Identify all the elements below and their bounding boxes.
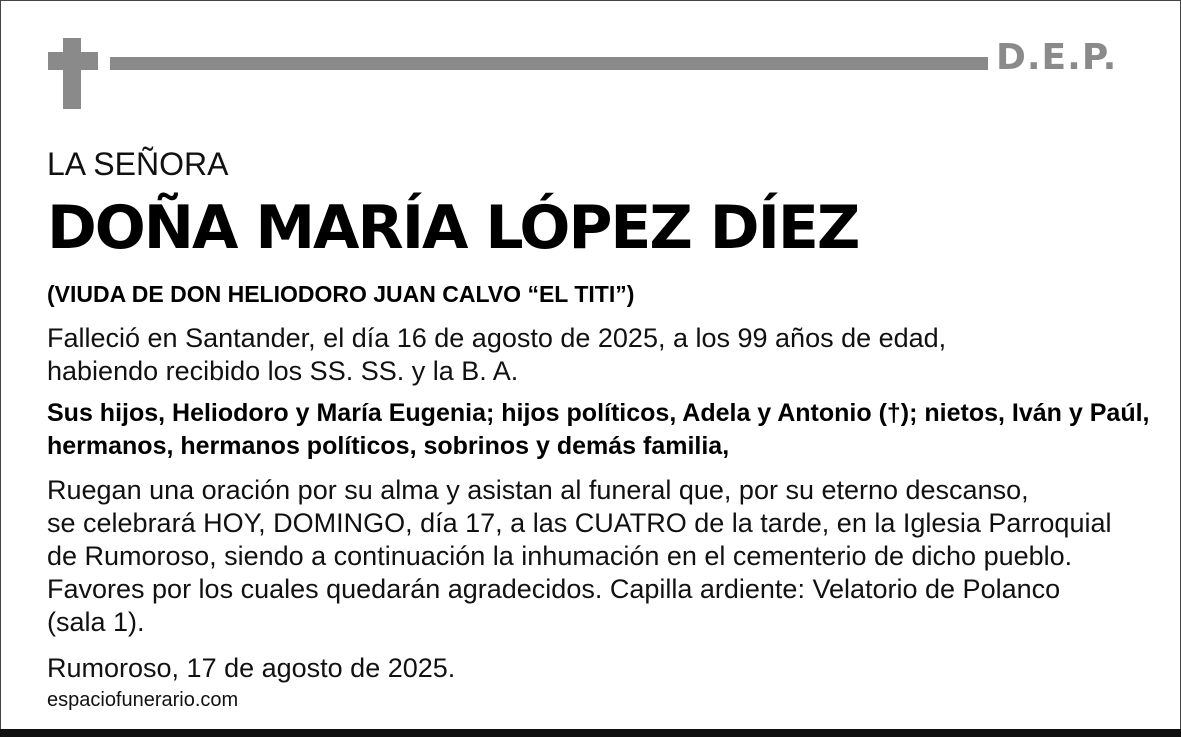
family-line-2: hermanos, hermanos políticos, sobrinos y demás familia, [47, 432, 730, 460]
funeral-line-3: de Rumoroso, siendo a continuación la inhumación en el cementerio de dicho pueblo. [47, 541, 1073, 571]
cross-horizontal-bar [48, 52, 98, 70]
place-and-date: Rumoroso, 17 de agosto de 2025. [47, 653, 456, 683]
website-credit: espaciofunerario.com [47, 689, 239, 711]
death-line-2: habiendo recibido los SS. SS. y la B. A. [47, 356, 519, 386]
funeral-line-2: se celebrará HOY, DOMINGO, día 17, a las CUATRO de la tarde, en la Iglesia Parroquial [47, 508, 1112, 538]
funeral-line-4: Favores por los cuales quedarán agradecidos. Capilla ardiente: Velatorio de Polanco [47, 574, 1061, 604]
honorific-prefix: LA SEÑORA [47, 146, 229, 182]
death-details [47, 322, 946, 388]
dep-label: D.E.P. [996, 37, 1118, 78]
bottom-rule [0, 729, 1181, 737]
cross-vertical-bar [63, 38, 81, 109]
widow-of-line: (VIUDA DE DON HELIODORO JUAN CALVO “EL TITI”) [47, 281, 635, 307]
family-list [47, 397, 1149, 463]
family-line-1: Sus hijos, Heliodoro y María Eugenia; hijos políticos, Adela y Antonio (†); nietos, Iván y Paúl, [47, 399, 1150, 427]
deceased-name: DOÑA MARÍA LÓPEZ DÍEZ [47, 193, 859, 263]
funeral-details [47, 474, 1111, 639]
funeral-line-1: Ruegan una oración por su alma y asistan al funeral que, por su eterno descanso, [47, 475, 1029, 505]
funeral-line-5: (sala 1). [47, 607, 145, 637]
header-rule [110, 57, 988, 70]
death-line-1: Falleció en Santander, el día 16 de agosto de 2025, a los 99 años de edad, [47, 323, 947, 353]
